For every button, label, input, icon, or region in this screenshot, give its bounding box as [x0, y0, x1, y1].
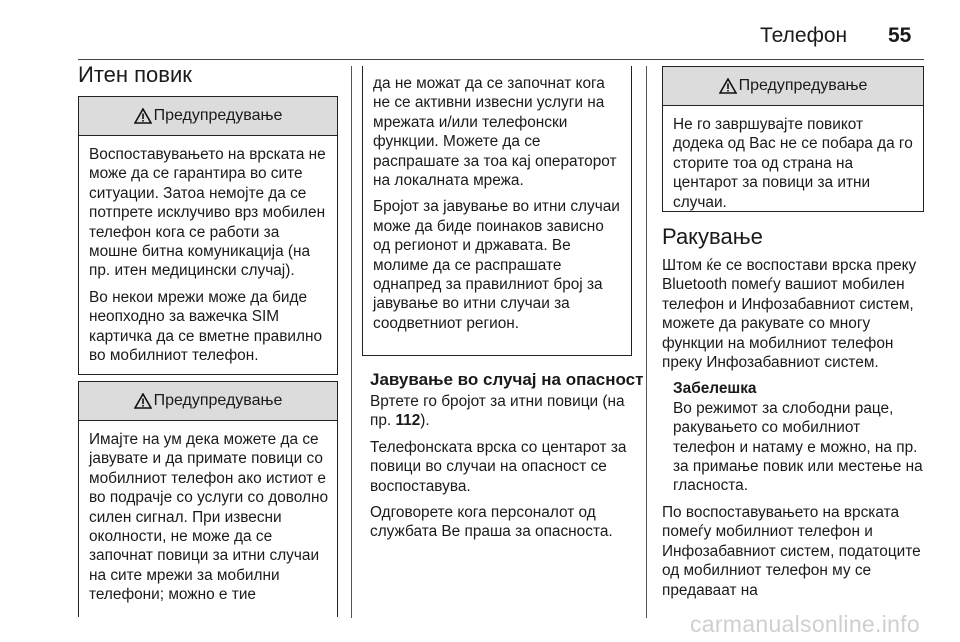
body-paragraph	[370, 392, 638, 431]
warning-triangle-icon	[134, 393, 152, 409]
warning-paragraph: да не можат да се започнат кога не се активни извесни услуги на мрежата и/или телефонски функции. Можете да се распрашате за тоа кај операторот на локалната мрежа.	[373, 75, 617, 190]
warning-box-2	[78, 381, 338, 617]
body-paragraph: По воспоставувањето на врската помеѓу мобилниот телефон и Инфозабавниот систем, податоците од мобилниот телефон му се предаваат на	[662, 503, 921, 599]
warning-triangle-icon	[719, 78, 737, 94]
warning-box-continued	[362, 66, 632, 356]
warning-header	[663, 67, 923, 106]
warning-heading: Предупредување	[153, 392, 283, 409]
note-text: Во режимот за слободни раце, ракувањето со мобилниот телефон и натаму е можно, на пр. за примање повик или местење на гласноста.	[673, 399, 923, 495]
warning-header	[79, 382, 337, 421]
warning-triangle-icon	[134, 108, 152, 124]
warning-heading: Предупредување	[738, 77, 868, 94]
page-number: 55	[888, 24, 912, 47]
warning-header	[79, 97, 337, 136]
warning-heading: Предупредување	[153, 107, 283, 124]
note-label: Забелешка	[673, 380, 757, 398]
column-divider-1	[351, 66, 352, 618]
watermark-logo: carmanualsonline.info	[689, 611, 920, 637]
warning-paragraph: Имајте на ум дека можете да се јавувате и да примате повици со мобилниот телефон ако истиот е во подрачје со услуги со доволно силен сигнал. При извесни околности, не може да се започнат повици за итни случаи на сите мрежи за мобилни телефони; можно е тие	[89, 431, 329, 604]
page-reference: 112	[395, 412, 421, 430]
body-text: Вртете го бројот за итни повици (на пр.	[370, 393, 625, 430]
body-paragraph: Телефонската врска со центарот за повици во случаи на опасност се воспоставува.	[370, 438, 627, 495]
warning-box-3	[662, 66, 924, 212]
subsection-title-emergency: Јавување во случај на опасност	[370, 370, 644, 389]
warning-paragraph: Во некои мрежи може да биде неопходно за важечка SIM картичка да се вметне правилно во мобилниот телефон.	[89, 288, 323, 365]
body-paragraph: Штом ќе се воспостави врска преку Bluetooth помеѓу вашиот мобилен телефон и Инфозабавниот систем, можете да ракувате со многу функции на мобилниот телефон преку Инфозабавниот систем.	[662, 257, 917, 372]
warning-paragraph: Бројот за јавување во итни случаи може да биде поинаков зависно од регионот и државата. Ве молиме да се распрашате однапред за правилниот број за јавување во итни случаи за соодветниот регион.	[373, 198, 620, 332]
section-title-operation: Ракување	[662, 224, 763, 249]
warning-box-1	[78, 96, 338, 375]
note-block	[662, 379, 926, 495]
column-divider-2	[646, 66, 647, 618]
body-paragraph: Одговорете кога персоналот од службата Ве праша за опасноста.	[370, 504, 613, 541]
running-header-title: Телефон	[760, 24, 848, 47]
section-title-emergency-call: Итен повик	[78, 62, 192, 87]
body-text: ).	[420, 412, 430, 430]
warning-paragraph: Не го завршувајте повикот додека од Вас не се побара да го сторите тоа од страна на центарот за повици за итни случаи.	[673, 116, 913, 211]
warning-paragraph: Воспоставувањето на врската не може да се гарантира во сите ситуации. Затоа немојте да се потпрете исклучиво врз мобилен телефон кога се работи за мошне битна комуникација (на пр. итен медицински случај).	[89, 146, 326, 280]
header-rule	[78, 59, 924, 60]
